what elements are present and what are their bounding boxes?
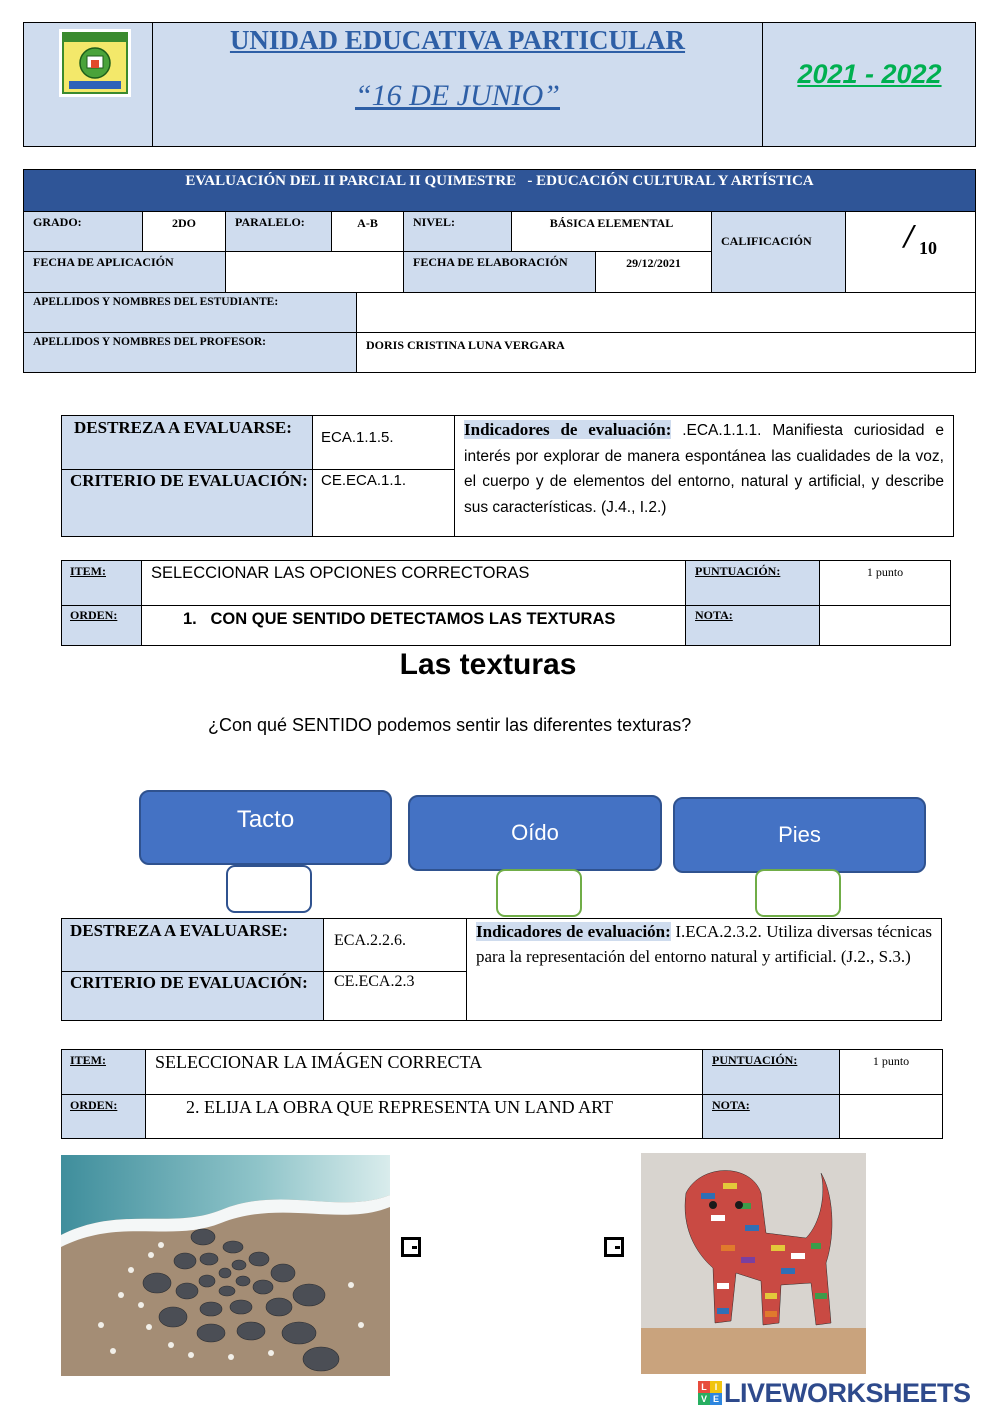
- s1-indicadores-label: Indicadores de evaluación:: [464, 420, 672, 439]
- liveworksheets-logo: [698, 1378, 971, 1408]
- s2-puntuacion-label-cell: [702, 1049, 840, 1095]
- s1-criterio-label-cell: [61, 469, 313, 537]
- nivel-label: NIVEL:: [413, 215, 456, 229]
- nivel-value: BÁSICA ELEMENTAL: [549, 216, 674, 230]
- s2-criterio-label: CRITERIO DE EVALUACIÓN:: [70, 973, 308, 992]
- land-art-spiral-photo[interactable]: [61, 1155, 390, 1376]
- option-oido[interactable]: [408, 795, 662, 871]
- s1-orden-value-cell: [141, 605, 686, 646]
- school-year: 2021 - 2022: [797, 59, 942, 89]
- s1-nota-value-cell[interactable]: [819, 605, 951, 646]
- nivel-label-cell: [403, 211, 512, 252]
- school-name-cell: [153, 23, 763, 146]
- nivel-value-cell: [511, 211, 712, 252]
- s1-puntuacion-value: 1 punto: [866, 565, 904, 579]
- s1-destreza-value: ECA.1.1.5.: [321, 429, 394, 446]
- fecha-aplicacion-label: FECHA DE APLICACIÓN: [33, 255, 174, 269]
- profesor-value-cell: [356, 332, 976, 373]
- paralelo-label: PARALELO:: [235, 215, 305, 229]
- estudiante-label: APELLIDOS Y NOMBRES DEL ESTUDIANTE:: [33, 296, 279, 308]
- logo-cell: [24, 23, 153, 146]
- s2-item-value: SELECCIONAR LA IMÁGEN CORRECTA: [155, 1052, 483, 1072]
- option-oido-label: Oído: [511, 820, 559, 845]
- s2-destreza-value: ECA.2.2.6.: [334, 932, 406, 949]
- s2-orden-label-cell: [61, 1094, 146, 1139]
- s1-destreza-value-cell: [312, 415, 455, 470]
- profesor-label-cell: [23, 332, 357, 373]
- s2-puntuacion-value: 1 punto: [872, 1054, 910, 1068]
- s1-nota-label: NOTA:: [695, 608, 733, 622]
- answer-box-tacto[interactable]: [226, 865, 312, 913]
- s2-orden-label: ORDEN:: [70, 1098, 118, 1112]
- profesor-label: APELLIDOS Y NOMBRES DEL PROFESOR:: [33, 336, 267, 348]
- s2-indicadores-text: I.ECA.2.3.2. Utiliza diversas técnicas para la representación del entorno natural y artificial. (J.2., S.3.): [476, 922, 933, 966]
- grado-value: 2DO: [172, 216, 196, 230]
- s1-orden-label: ORDEN:: [70, 608, 118, 622]
- school-name: UNIDAD EDUCATIVA PARTICULAR: [229, 25, 686, 55]
- s1-indicadores-text: .ECA.1.1.1. Manifiesta curiosidad e interés por explorar de manera espontánea las cualidades de la voz, el cuerpo y de elementos del entorno, natural y artificial, y describe sus características. (J.4., I.2.): [464, 422, 944, 516]
- s2-criterio-value-cell: [323, 971, 467, 1021]
- question1-prompt: ¿Con qué SENTIDO podemos sentir las diferentes texturas?: [208, 715, 692, 735]
- s1-criterio-value: CE.ECA.1.1.: [321, 472, 407, 489]
- s1-puntuacion-label-cell: [685, 560, 820, 606]
- grado-label-cell: [23, 211, 143, 252]
- score-slash: /: [904, 218, 914, 255]
- school-subtitle: “16 DE JUNIO”: [354, 79, 560, 112]
- s2-indicadores-cell: [466, 918, 942, 1021]
- fecha-elaboracion-label-cell: [403, 251, 596, 293]
- fecha-aplicacion-value-cell[interactable]: [225, 251, 404, 293]
- grado-value-cell: [142, 211, 226, 252]
- paralelo-value-cell: [331, 211, 404, 252]
- liveworksheets-brand: LIVEWORKSHEETS: [724, 1377, 971, 1408]
- s2-orden-value: 2. ELIJA LA OBRA QUE REPRESENTA UN LAND ART: [186, 1097, 613, 1117]
- calificacion-label: CALIFICACIÓN: [721, 234, 812, 248]
- s2-puntuacion-value-cell: [839, 1049, 943, 1095]
- s1-item-value: SELECCIONAR LAS OPCIONES CORRECTORAS: [151, 564, 530, 582]
- s2-indicadores-label: Indicadores de evaluación:: [476, 922, 671, 941]
- school-header: [23, 22, 976, 147]
- s1-criterio-label: CRITERIO DE EVALUACIÓN:: [70, 471, 308, 490]
- paralelo-value: A-B: [357, 216, 378, 230]
- s2-orden-value-cell: [145, 1094, 703, 1139]
- s1-puntuacion-value-cell: [819, 560, 951, 606]
- s2-nota-label-cell: [702, 1094, 840, 1139]
- estudiante-value-cell[interactable]: [356, 292, 976, 333]
- grado-label: GRADO:: [33, 215, 82, 229]
- s2-nota-value-cell[interactable]: [839, 1094, 943, 1139]
- s1-destreza-label: DESTREZA A EVALUARSE:: [74, 418, 292, 437]
- option-tacto[interactable]: [139, 790, 392, 865]
- fecha-aplicacion-label-cell: [23, 251, 226, 293]
- s1-criterio-value-cell: [312, 469, 455, 537]
- school-logo: [59, 29, 131, 97]
- option-pies-label: Pies: [778, 822, 821, 847]
- s2-criterio-value: CE.ECA.2.3: [334, 973, 415, 990]
- recycled-dog-sculpture-photo[interactable]: [641, 1153, 866, 1374]
- s2-puntuacion-label: PUNTUACIÓN:: [712, 1053, 798, 1067]
- s1-item-label: ITEM:: [70, 564, 106, 578]
- score-cell[interactable]: [845, 211, 976, 293]
- s1-item-label-cell: [61, 560, 142, 606]
- sculpture-checkbox[interactable]: [604, 1237, 624, 1257]
- profesor-value: DORIS CRISTINA LUNA VERGARA: [366, 338, 565, 352]
- s2-destreza-label: DESTREZA A EVALUARSE:: [70, 921, 288, 940]
- s2-destreza-label-cell: [61, 918, 324, 972]
- s1-orden-label-cell: [61, 605, 142, 646]
- fecha-elaboracion-value: 29/12/2021: [626, 256, 681, 270]
- score-total: 10: [919, 238, 937, 258]
- evaluation-title: EVALUACIÓN DEL II PARCIAL II QUIMESTRE - EDUCACIÓN CULTURAL Y ARTÍSTICA: [185, 173, 814, 189]
- answer-box-oido[interactable]: [496, 869, 582, 917]
- s2-item-value-cell: [145, 1049, 703, 1095]
- paralelo-label-cell: [225, 211, 332, 252]
- liveworksheets-icon: L I V E: [698, 1381, 722, 1405]
- estudiante-label-cell: [23, 292, 357, 333]
- s2-destreza-value-cell: [323, 918, 467, 972]
- s1-item-value-cell: [141, 560, 686, 606]
- option-tacto-label: Tacto: [236, 806, 295, 833]
- s1-destreza-label-cell: [61, 415, 313, 470]
- s2-nota-label: NOTA:: [712, 1098, 750, 1112]
- fecha-elaboracion-label: FECHA DE ELABORACIÓN: [413, 255, 568, 269]
- fecha-elaboracion-value-cell: [595, 251, 712, 293]
- land-art-checkbox[interactable]: [401, 1237, 421, 1257]
- s1-puntuacion-label: PUNTUACIÓN:: [695, 564, 781, 578]
- s2-criterio-label-cell: [61, 971, 324, 1021]
- question1-heading: Las texturas: [399, 648, 577, 681]
- s1-orden-value: 1. CON QUE SENTIDO DETECTAMOS LAS TEXTURAS: [183, 610, 616, 628]
- s2-item-label-cell: [61, 1049, 146, 1095]
- s1-indicadores-cell: [454, 415, 954, 537]
- evaluation-title-bar: [23, 169, 976, 212]
- s1-nota-label-cell: [685, 605, 820, 646]
- answer-box-pies[interactable]: [755, 869, 841, 917]
- option-pies[interactable]: [673, 797, 926, 873]
- s2-item-label: ITEM:: [70, 1053, 106, 1067]
- calificacion-label-cell: [711, 211, 846, 293]
